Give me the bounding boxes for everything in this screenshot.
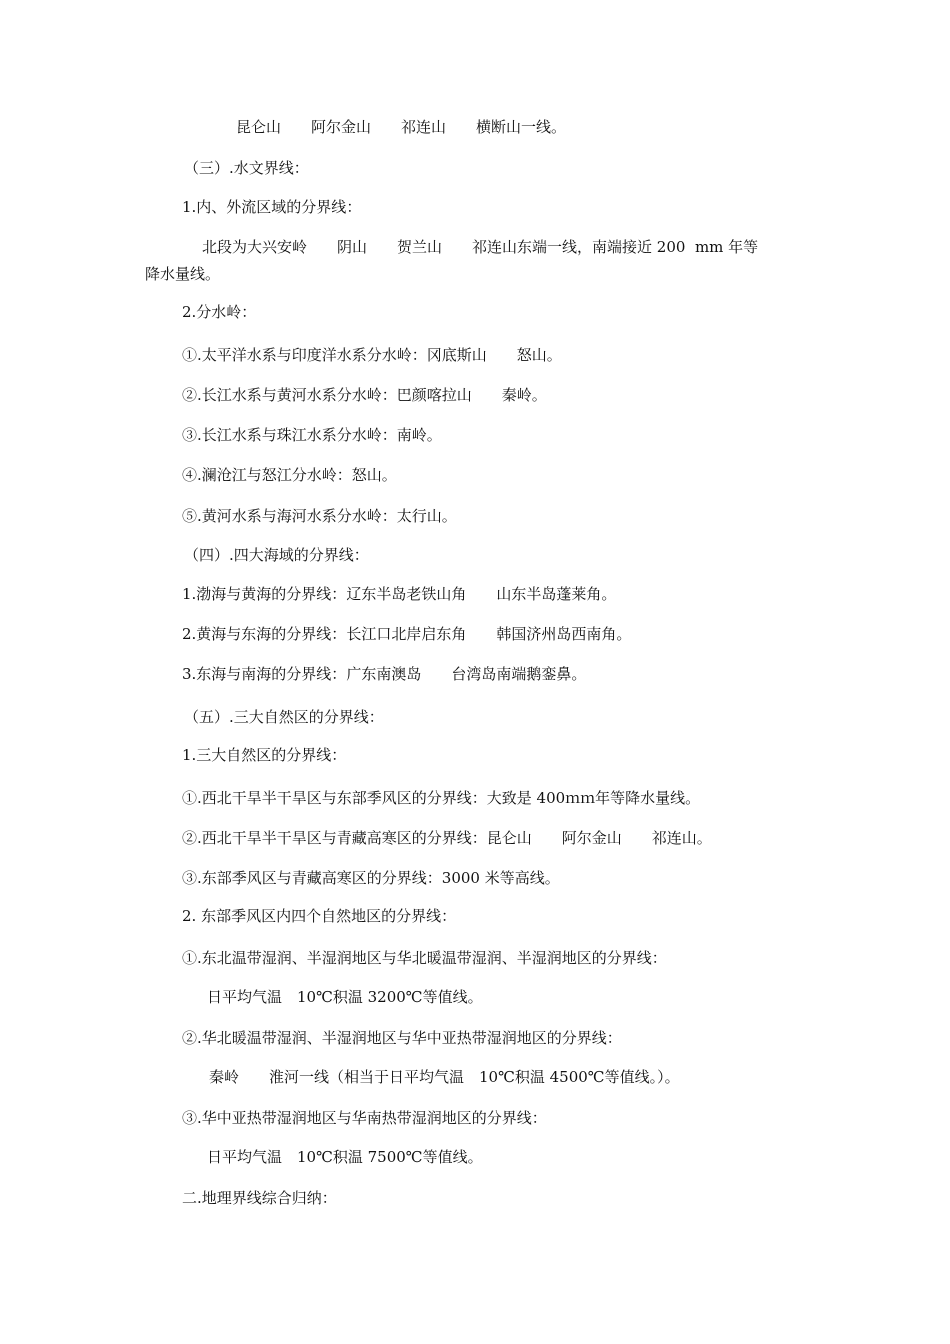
list-item: ⑤.黄河水系与海河水系分水岭：太行山。 xyxy=(182,507,457,525)
text-line: 昆仑山 阿尔金山 祁连山 横断山一线。 xyxy=(236,118,567,136)
list-item: ④.澜沧江与怒江分水岭：怒山。 xyxy=(182,466,397,484)
text-line: 日平均气温 10℃积温 7500℃等值线。 xyxy=(207,1148,483,1166)
list-item: ②.华北暖温带湿润、半湿润地区与华中亚热带湿润地区的分界线： xyxy=(182,1029,622,1047)
subsection-heading: 2.分水岭： xyxy=(182,303,257,321)
section-heading: （五）.三大自然区的分界线： xyxy=(184,708,384,726)
list-item: ③.东部季风区与青藏高寒区的分界线：3000 米等高线。 xyxy=(182,869,560,887)
list-item: ①.西北干旱半干旱区与东部季风区的分界线：大致是 400ｍｍ年等降水量线。 xyxy=(182,789,701,807)
section-heading: （四）.四大海域的分界线： xyxy=(184,546,369,564)
list-item: ①.太平洋水系与印度洋水系分水岭：冈底斯山 怒山。 xyxy=(182,346,562,364)
text-line: 北段为大兴安岭 阴山 贺兰山 祁连山东端一线，南端接近 200 mm 年等 xyxy=(202,238,759,256)
subsection-heading: 1.内、外流区域的分界线： xyxy=(182,198,362,216)
list-item: ②.长江水系与黄河水系分水岭：巴颜喀拉山 秦岭。 xyxy=(182,386,547,404)
list-item: ①.东北温带湿润、半湿润地区与华北暖温带湿润、半湿润地区的分界线： xyxy=(182,949,667,967)
subsection-heading: 2. 东部季风区内四个自然地区的分界线： xyxy=(182,907,457,925)
section-heading: 二.地理界线综合归纳： xyxy=(182,1189,337,1207)
subsection-heading: 1.三大自然区的分界线： xyxy=(182,746,347,764)
section-heading: （三）.水文界线： xyxy=(184,159,309,177)
list-item: 2.黄海与东海的分界线：长江口北岸启东角 韩国济州岛西南角。 xyxy=(182,625,632,643)
list-item: 3.东海与南海的分界线：广东南澳岛 台湾岛南端鹅銮鼻。 xyxy=(182,665,587,683)
list-item: ③.长江水系与珠江水系分水岭：南岭。 xyxy=(182,426,442,444)
text-line: 降水量线。 xyxy=(145,265,221,283)
list-item: ③.华中亚热带湿润地区与华南热带湿润地区的分界线： xyxy=(182,1109,547,1127)
list-item: 1.渤海与黄海的分界线：辽东半岛老铁山角 山东半岛蓬莱角。 xyxy=(182,585,617,603)
text-line: 秦岭 淮河一线（相当于日平均气温 10℃积温 4500℃等值线。）。 xyxy=(209,1068,680,1086)
list-item: ②.西北干旱半干旱区与青藏高寒区的分界线：昆仑山 阿尔金山 祁连山。 xyxy=(182,829,712,847)
text-line: 日平均气温 10℃积温 3200℃等值线。 xyxy=(207,988,483,1006)
